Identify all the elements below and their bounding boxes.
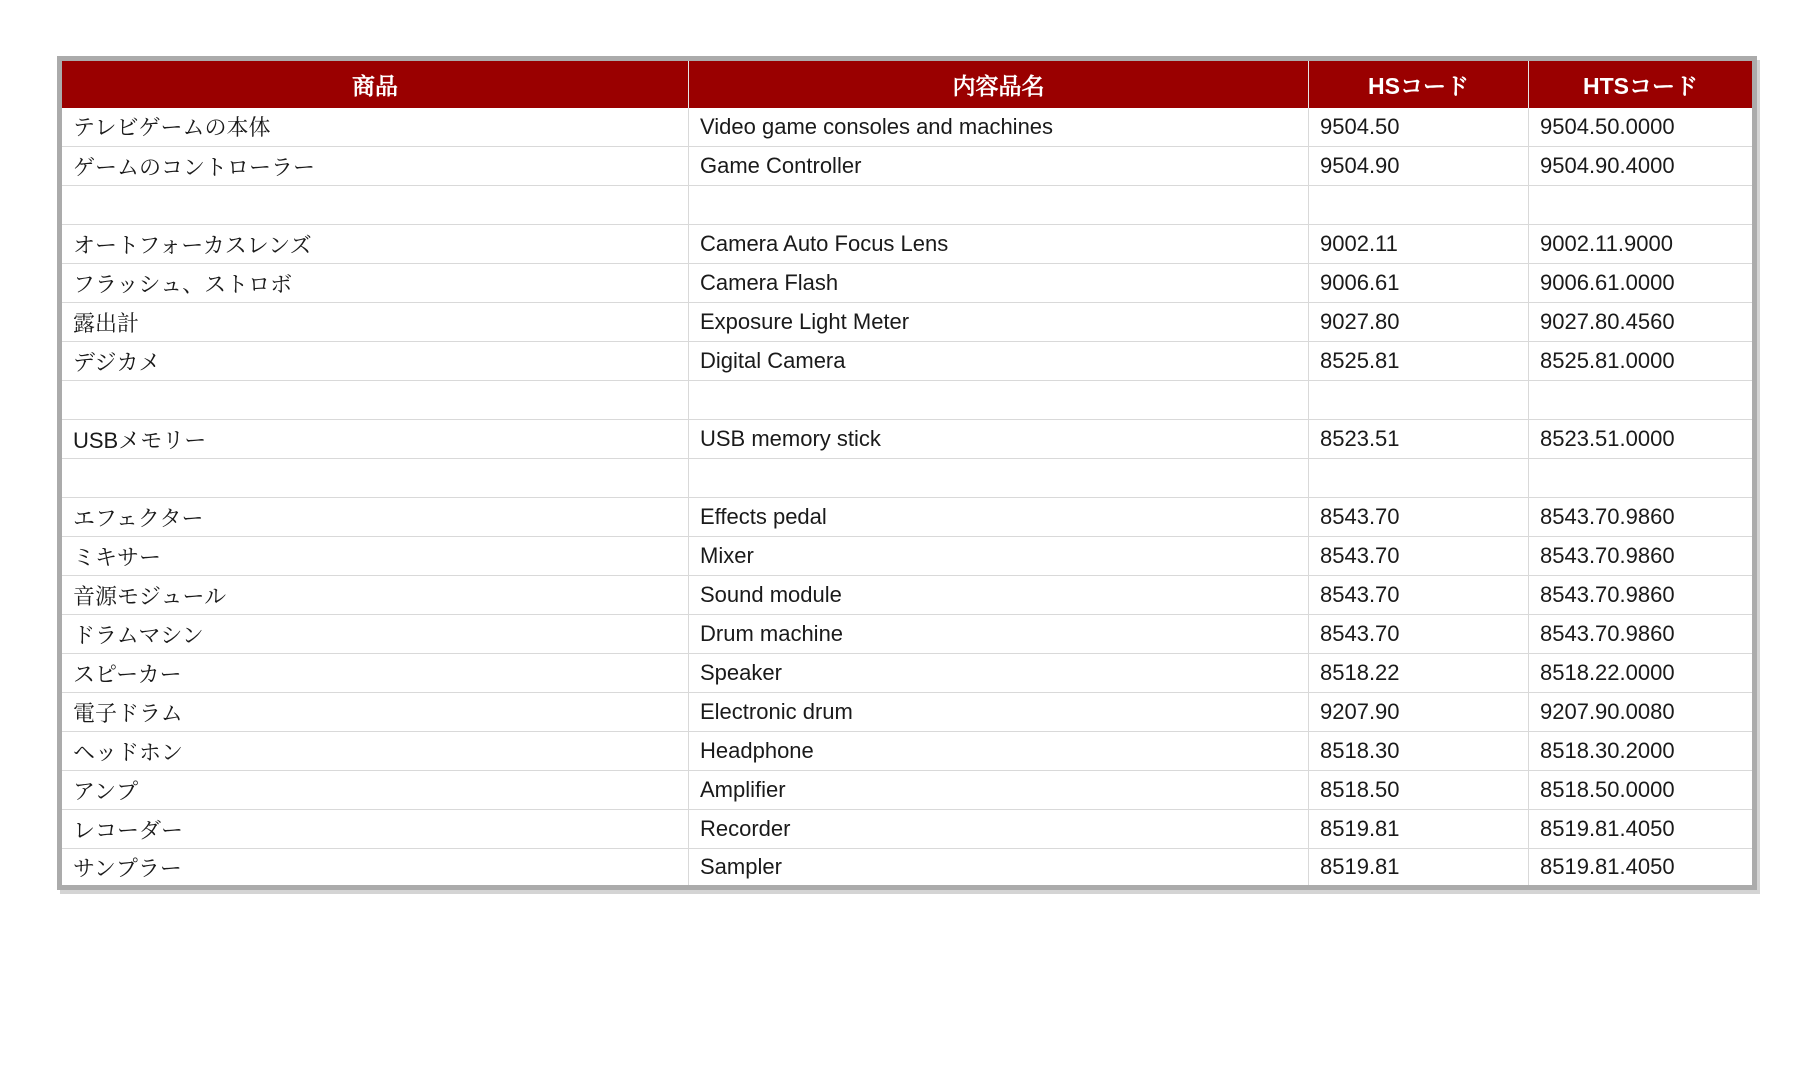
table-row: [60, 693, 1755, 732]
col-header-product: 商品: [60, 59, 689, 108]
name-en-cell: Game Controller: [689, 147, 1309, 186]
product-jp-cell: ミキサー: [60, 537, 689, 576]
hs-code-cell: 9504.90: [1309, 147, 1529, 186]
col-header-content-name: 内容品名: [689, 59, 1309, 108]
hs-code-cell: 9027.80: [1309, 303, 1529, 342]
hts-code-cell: 8543.70.9860: [1529, 615, 1755, 654]
name-en-cell: [689, 381, 1309, 420]
product-jp-cell: サンプラー: [60, 849, 689, 888]
table-row: [60, 732, 1755, 771]
hs-code-cell: 8518.22: [1309, 654, 1529, 693]
hs-code-cell: 8518.50: [1309, 771, 1529, 810]
table-row: [60, 771, 1755, 810]
col-header-hs-code: HSコード: [1309, 59, 1529, 108]
name-en-cell: Digital Camera: [689, 342, 1309, 381]
hts-code-cell: 9504.50.0000: [1529, 108, 1755, 147]
product-jp-cell: [60, 381, 689, 420]
hs-code-cell: 8519.81: [1309, 849, 1529, 888]
product-jp-cell: 音源モジュール: [60, 576, 689, 615]
name-en-cell: Speaker: [689, 654, 1309, 693]
table-row: [60, 576, 1755, 615]
table-row: [60, 420, 1755, 459]
name-en-cell: Recorder: [689, 810, 1309, 849]
product-jp-cell: オートフォーカスレンズ: [60, 225, 689, 264]
header-row: [60, 59, 1755, 108]
table-body: [60, 108, 1755, 888]
product-jp-cell: ゲームのコントローラー: [60, 147, 689, 186]
name-en-cell: Headphone: [689, 732, 1309, 771]
hs-code-cell: 8525.81: [1309, 342, 1529, 381]
table-row: [60, 108, 1755, 147]
hs-code-cell: 8543.70: [1309, 615, 1529, 654]
name-en-cell: Effects pedal: [689, 498, 1309, 537]
product-jp-cell: [60, 186, 689, 225]
name-en-cell: Video game consoles and machines: [689, 108, 1309, 147]
hs-code-cell: [1309, 186, 1529, 225]
name-en-cell: Drum machine: [689, 615, 1309, 654]
product-jp-cell: テレビゲームの本体: [60, 108, 689, 147]
hts-code-cell: 8543.70.9860: [1529, 537, 1755, 576]
hts-code-cell: 8519.81.4050: [1529, 810, 1755, 849]
product-jp-cell: 電子ドラム: [60, 693, 689, 732]
name-en-cell: [689, 186, 1309, 225]
table-row: [60, 264, 1755, 303]
product-jp-cell: スピーカー: [60, 654, 689, 693]
hs-code-cell: [1309, 381, 1529, 420]
name-en-cell: [689, 459, 1309, 498]
hs-code-cell: 8543.70: [1309, 576, 1529, 615]
product-jp-cell: [60, 459, 689, 498]
hts-code-cell: [1529, 459, 1755, 498]
table-row: [60, 186, 1755, 225]
table-row: [60, 147, 1755, 186]
table-row: [60, 225, 1755, 264]
name-en-cell: Sampler: [689, 849, 1309, 888]
table-row: [60, 498, 1755, 537]
hts-code-cell: 8518.50.0000: [1529, 771, 1755, 810]
product-jp-cell: エフェクター: [60, 498, 689, 537]
product-jp-cell: デジカメ: [60, 342, 689, 381]
hs-code-cell: 8523.51: [1309, 420, 1529, 459]
product-jp-cell: アンプ: [60, 771, 689, 810]
hs-code-cell: 8518.30: [1309, 732, 1529, 771]
name-en-cell: USB memory stick: [689, 420, 1309, 459]
name-en-cell: Sound module: [689, 576, 1309, 615]
hts-code-cell: 9027.80.4560: [1529, 303, 1755, 342]
table-row: [60, 615, 1755, 654]
hts-code-cell: 8523.51.0000: [1529, 420, 1755, 459]
name-en-cell: Electronic drum: [689, 693, 1309, 732]
hs-code-table-container: [57, 56, 1757, 890]
hts-code-cell: 8543.70.9860: [1529, 576, 1755, 615]
product-jp-cell: ヘッドホン: [60, 732, 689, 771]
hts-code-cell: 9006.61.0000: [1529, 264, 1755, 303]
hts-code-cell: 8543.70.9860: [1529, 498, 1755, 537]
table-row: [60, 810, 1755, 849]
hts-code-cell: 9207.90.0080: [1529, 693, 1755, 732]
hs-code-cell: 8519.81: [1309, 810, 1529, 849]
table-row: [60, 537, 1755, 576]
name-en-cell: Camera Auto Focus Lens: [689, 225, 1309, 264]
hs-code-cell: 9002.11: [1309, 225, 1529, 264]
table-row: [60, 654, 1755, 693]
hs-code-cell: 9504.50: [1309, 108, 1529, 147]
hts-code-cell: 8518.30.2000: [1529, 732, 1755, 771]
hs-code-cell: [1309, 459, 1529, 498]
name-en-cell: Amplifier: [689, 771, 1309, 810]
product-jp-cell: 露出計: [60, 303, 689, 342]
product-jp-cell: USBメモリー: [60, 420, 689, 459]
table-row: [60, 303, 1755, 342]
table-row: [60, 381, 1755, 420]
hs-code-cell: 8543.70: [1309, 498, 1529, 537]
hs-code-cell: 9207.90: [1309, 693, 1529, 732]
hs-code-cell: 8543.70: [1309, 537, 1529, 576]
product-jp-cell: フラッシュ、ストロボ: [60, 264, 689, 303]
product-jp-cell: ドラムマシン: [60, 615, 689, 654]
hts-code-cell: [1529, 186, 1755, 225]
col-header-hts-code: HTSコード: [1529, 59, 1755, 108]
table-row: [60, 849, 1755, 888]
product-jp-cell: レコーダー: [60, 810, 689, 849]
name-en-cell: Mixer: [689, 537, 1309, 576]
hts-code-cell: 9504.90.4000: [1529, 147, 1755, 186]
name-en-cell: Exposure Light Meter: [689, 303, 1309, 342]
table-row: [60, 342, 1755, 381]
hs-code-cell: 9006.61: [1309, 264, 1529, 303]
hts-code-cell: 8525.81.0000: [1529, 342, 1755, 381]
hts-code-cell: [1529, 381, 1755, 420]
name-en-cell: Camera Flash: [689, 264, 1309, 303]
hts-code-cell: 8519.81.4050: [1529, 849, 1755, 888]
hs-code-table: [57, 56, 1757, 890]
hts-code-cell: 9002.11.9000: [1529, 225, 1755, 264]
hts-code-cell: 8518.22.0000: [1529, 654, 1755, 693]
table-row: [60, 459, 1755, 498]
